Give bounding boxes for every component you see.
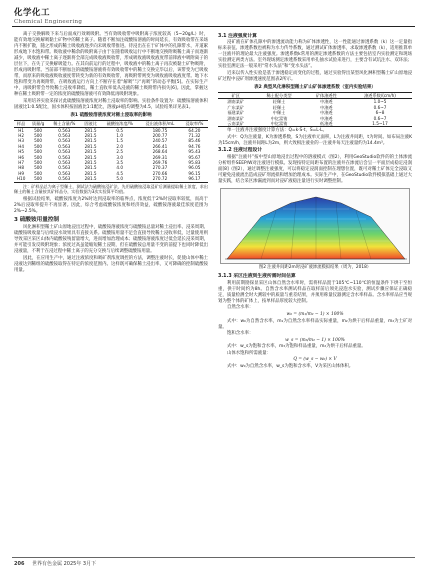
table1-row-cell: 281.5 — [84, 170, 97, 176]
table1-row-cell: H4 — [18, 143, 25, 149]
right-column — [218, 32, 412, 370]
table1-row-cell: 500 — [34, 138, 43, 144]
table1-row-cell: 95.83 — [188, 160, 201, 165]
table2-header: 矿体渗透性 — [305, 92, 348, 98]
journal-subtitle: Chemical Engineering — [14, 19, 83, 25]
section-3-heading: 3 硫酸铵用量控制 — [14, 216, 59, 223]
right-paragraph-1: 浸矿液在矿体孔隙中的渗透流动能力称为矿体渗透性，这一性能通过渗透系数（k）这一定量指标来表征。渗透系数也被称为水力传导系数，通过测试矿体渗透率，求取渗透系数（k），适用推算单一注液井的理论最大注液强度。渗透系数k常用的测定渗透系数的方法主要包括室内实验测定和现场实验测定两类方法。室外现场测定渗透系数采用单孔抽水试验来进行，主要含有试坑注水、双环法；实验室测定法一般采用“常水头法”和“变水头法”。 — [218, 40, 412, 70]
table1-row-cell: 240.57 — [152, 138, 168, 144]
table1-note: 注：矿样品总为离子型稀土，测试法为硫酸铵浸矿法，先用硫酸铵浸取浸矿后测量提取稀土浓度，求出稀土的稀土含量按其矿样品分，实验数据为3次实验算平均值。 — [14, 183, 208, 195]
formula-3-description: 式中：w₀为自然含水率，w_s为饱和含水率，V为采区山体体积。 — [227, 363, 354, 369]
left-paragraph-4: 风化淋积型稀土矿山原地浸出过程中，硫酸铵溶液浓度与硫酸铵总量对稀土浸出率、浸采周期、硫酸铵吸收量与后续浸水效果具有直接关系。硫酸铵用量不足会直接导致稀土浸收率低，过量使用则导致采区采区山体内硫酸铵残留量增大，进而增加治理成本；硫酸铵溶液浓度过低会延长浸采周期，并可能引发反吸附现象；浓度过高虽能缩短稀土浸期，但在硫酸铵总用量不变的前提下也同时降低出浸液量，不利于在浸过程中稀土离子的充分交换与后续调整硫酸铵用量。 — [14, 224, 208, 255]
table1-row-cell: 180.75 — [152, 127, 168, 133]
table1-row-cell: 1.5 — [116, 138, 124, 144]
table1-row-cell: 0.563 — [58, 165, 71, 171]
table1-row-cell: 4.0 — [116, 165, 124, 171]
right-paragraph-4: 式中：Q为注液量，K为渗透系数，S为注液单元面积，L为注液井间距，t为时间。如布局注液K为15cm/h，注液井间距L为2m，则大致相注液业的一注液井每天注液量约为14.4m³。 — [218, 134, 412, 146]
table1-row-cell: 96.17 — [181, 176, 208, 182]
table1-row-cell: 281.5 — [84, 127, 97, 133]
table1-row-cell: 95.67 — [188, 154, 201, 160]
left-paragraph-2: 采用培养实验采探讨此硫酸铵溶液浓度对稀土浸取率的影响。实验条件设置为：硫酸铵溶液体积固液比1:0.5配比，固水体积按固液比1:1配比，溶液pH值均调整为4.5，试验结果详见表1。 — [14, 99, 208, 111]
table1-row-cell: H3 — [18, 138, 25, 144]
table1-row-cell: 500 — [34, 154, 43, 160]
table2-row-cell: 1.5~17 — [348, 121, 412, 127]
table1-row-cell: 500 — [34, 127, 43, 133]
table1-header: 浸取率/% — [181, 121, 208, 127]
table1-row — [14, 176, 208, 182]
table2-header: 渗透系数/(cm/h) — [348, 92, 412, 98]
table2-row-cell: 1.0~5 — [373, 99, 387, 105]
table2-header: 矿区 — [218, 92, 253, 98]
table2-header: 稀土配分类型 — [253, 92, 304, 98]
right-paragraph-6: 利用前期勘探显采区山体自然含水率时，需将样品置于105℃~110℃的恒温条件下烘干至恒重，供干时间约为8h。自然含水率测试样品在取样前后须先浸泡水实验，测试步骤应保证正确稳定，质量检测全时大测较中的质量与重差结果，并须用称量仪器测定含水率样品。含水率样品应当规划为整个体的矿体上，按单样品厚度较大控制。 — [218, 280, 412, 304]
table2-row-cell: 中钇富铕 — [270, 115, 288, 121]
footer-divider — [12, 557, 415, 558]
table1-row-cell: 269.31 — [152, 154, 168, 160]
table1-row-cell: 269.76 — [152, 160, 168, 165]
right-paragraph-3: 单一注液井注液强度计算方法：Q=k·S·t，S=L·L。 — [227, 128, 327, 134]
table1-header: 硫酸铵浓度/% — [101, 121, 140, 127]
table1-row-cell: 0.563 — [58, 143, 71, 149]
table1-row-cell: 94.76 — [188, 143, 201, 149]
table1-row-cell: 2.0 — [116, 143, 124, 149]
table1-row-cell: 500 — [34, 170, 43, 176]
section-3-1-2-heading: 3.1.2 注液过程设计 — [218, 148, 263, 154]
table1-row-cell: 281.5 — [84, 165, 97, 171]
table1-row-cell: 0.563 — [58, 170, 71, 176]
section-3-1-3-heading: 3.1.3 采区注液到生液所需时间估算 — [218, 274, 296, 280]
formula-2-label: 饱和含水率： — [227, 331, 254, 337]
table2-row-cell: 湖南某矿 — [227, 115, 245, 121]
table1-row-cell: 281.5 — [81, 176, 101, 182]
table1-row-cell: 96.05 — [188, 165, 201, 171]
formula-2-description: 式中：w_s为饱和含水率，m₃为饱和样品重量，m₂为烘干后样品重量。 — [227, 344, 366, 350]
table1-row-cell: 96.15 — [188, 170, 201, 176]
table1-row-cell: 0.563 — [48, 176, 81, 182]
table1-row-cell: 85.46 — [188, 138, 201, 144]
table1-row-cell: 500 — [34, 160, 43, 165]
table2-row-cell: 0.6~7 — [373, 115, 387, 121]
table2-row-cell: 中渗透 — [320, 104, 333, 110]
table1-row-cell: 0.5 — [116, 127, 124, 133]
table1-row-cell: 281.5 — [84, 132, 97, 138]
table2-row-cell: 中钇富铕 — [253, 121, 304, 127]
table1-row-cell: H10 — [14, 176, 28, 182]
table1-row-cell: 270.72 — [139, 176, 181, 182]
table1-row-cell: H5 — [18, 149, 25, 155]
header-divider — [12, 26, 415, 27]
table2-row-cell: 广东某矿 — [227, 104, 245, 110]
table1-row-cell: 95.43 — [188, 149, 201, 155]
table1-row-cell: 270.66 — [152, 170, 168, 176]
formula-1: w₀ = (m₁/m₂ − 1) × 100% — [286, 311, 344, 317]
formula-3-label: 山体水饱和所需液量： — [227, 350, 271, 356]
page-number: 206 — [14, 561, 25, 567]
formula-2: w_s = (m₃/m₂ − 1) × 100% — [285, 337, 345, 343]
table2-row-cell: 6~8 — [375, 110, 385, 116]
table1-row-cell: 71.32 — [188, 132, 201, 138]
table1-row-cell: 0.563 — [58, 149, 71, 155]
table2-row-cell: 湖南某矿 — [227, 99, 245, 105]
table1-row-cell: 500 — [34, 149, 43, 155]
right-paragraph-2: 近来以传入性实验是基于渗透稳定而变化的过程，通过实验得出某型风化淋积型稀土矿山原地浸矿过程中浸矿剂渗透速度范围表2所示。 — [218, 70, 412, 82]
table1-row-cell: 3.0 — [116, 154, 124, 160]
table1-row-cell: H8 — [18, 165, 25, 171]
table2-row-cell: 福建某矿 — [227, 110, 245, 116]
table1-row-cell: 281.5 — [84, 149, 97, 155]
table1-row-cell: 5.0 — [101, 176, 140, 182]
left-paragraph-3: 根据试验结果，硫酸铵浓度为2%时达到浸取率的临界点，浓度低于2%时浸取率较低，而高于2%后浸取率提升不再显著。因此，综合考虑硫酸铵浓度和经济效益，硫酸铵溶液最佳浓度范围为2%~2.5%。 — [14, 196, 208, 214]
table1-row-cell: 0.563 — [58, 160, 71, 165]
journal-title: 化学化工 — [14, 8, 51, 18]
table1-row-cell: 270.37 — [152, 165, 168, 171]
seepage-simulation-image — [221, 189, 410, 264]
table1-row-cell: 281.5 — [84, 138, 97, 144]
table2-row-cell: 云南某矿 — [218, 121, 253, 127]
table1-row-cell: 500 — [28, 176, 48, 182]
page-footer — [14, 560, 96, 567]
table1-row-cell: H6 — [18, 154, 25, 160]
formula-3: Q = (w_s − w₀) × V — [293, 357, 337, 363]
table2-row-cell: 轻稀土 — [272, 99, 286, 105]
table1-row-cell: 0.563 — [58, 138, 71, 144]
section-3-1-heading: 3.1 注液强度计算 — [218, 33, 257, 39]
table2-row-cell: 中渗透 — [320, 115, 333, 121]
table1-title: 表1 硫酸铵溶液浓度对稀土浸取率的影响 — [70, 113, 152, 119]
table1-row-cell: 281.5 — [84, 160, 97, 165]
table1-row-cell: 0.563 — [58, 132, 71, 138]
table1-row-cell: 4.5 — [116, 170, 124, 176]
left-paragraph-1: 离子交换解吸下来与后面成行效吸吸附。当有效吸收带中吸附离子浓度较高（5~20g/L）时，能有效地交换解吸黏土矿物中的稀土离子。随着不断加注硫酸铵溶液的时间延长，有效吸收带在采场内不断扩散，随之形成的稀土吸收液逐步向未吸收带推进。待浸出在在于矿体中的孔隙带水，开道累形成地下水饱和带。吸收液中稀余的吸附离子由于在随着吸收运行中不断地交换附吸稀土离子而逐渐减少，吸收液中稀土离子逐渐将全部完成吸收液吸收带，形成吸收液吸收液度带前锋液中吸附离子的层位下，在失了交换解吸能力。在其向前运行的过程中，吸收液中的稀土离子再次被黏土矿物吸附，形成再吸附带。当前部不断加注的硫酸铵溶液将有效吸收带中的稀土交换完毕以后，该带变为已吸收带，而原来的吸收液吸收液度带转变为新的有效吸收带，再吸附带则变为吸收液吸收液度带。地下水饱和带变为再吸附带，在吸收液运行方向上不断存在着“解吸”与“再吸”的动态平衡[5]。在实际生产中，再吸附带会导致稀土浸收率降低，稀土直收率低从浸液的稀土吸附带内损失[6]。因此，掌握这种在稀土吸附带一定的浓度的硫酸铵溶液可有效降低再吸附现象。 — [14, 32, 208, 98]
table1-row-cell: 500 — [34, 132, 43, 138]
table2-row — [218, 121, 412, 127]
formula-1-description: 式中：w₀为自然含水率，m₁为自然含水率样品实际重量，m₂为烘干后样品重量，m₂为土矿对量。 — [218, 318, 412, 330]
table1-row-cell: 0.563 — [58, 127, 71, 133]
table1-row-cell: 3.5 — [116, 160, 124, 165]
table2-row-cell: 中渗透 — [320, 99, 333, 105]
table2 — [218, 92, 412, 127]
table1-row-cell: 281.5 — [84, 143, 97, 149]
table2-row-cell: 中渗透 — [320, 110, 333, 116]
table1-row-cell: 500 — [34, 143, 43, 149]
table1-row-cell: H9 — [18, 170, 25, 176]
formula-1-label: 自然含水率： — [227, 305, 254, 311]
seepage-simulation-figure — [220, 188, 410, 264]
table1-header: 稀土含量/% — [48, 121, 81, 127]
table1-header: 质量/g — [28, 121, 48, 127]
table1-header: 浸出液体积/mL — [139, 121, 181, 127]
left-paragraph-5: 因此，在应用生产中，通过注液浓度和吸矿剂浓度调控的方法，调整注液时长，促使山体中稀土浸液达到稀组的硫酸铵取得在特定的浓度范围内。这样既可确保稀土浸出率，又可降确的控制硫酸铵用量。 — [14, 255, 208, 273]
table1-row-cell: 281.5 — [84, 154, 97, 160]
left-column — [14, 32, 208, 274]
table1 — [14, 120, 208, 182]
table2-title: 表2 典型风化淋积型稀土矿山矿体渗透系数（室内实验结果） — [254, 84, 376, 90]
table2-row-cell: 0.6~7 — [373, 104, 387, 110]
table2-row-cell: 中稀土 — [272, 110, 286, 116]
table1-row-cell: 500 — [34, 165, 43, 171]
table1-row-cell: H1 — [18, 127, 25, 133]
table1-row-cell: 266.41 — [152, 143, 168, 149]
table2-row-cell: 轻稀土 — [272, 104, 286, 110]
table1-row-cell: 2.5 — [116, 149, 124, 155]
table1-row-cell: 200.77 — [152, 132, 168, 138]
table2-row-cell: 低渗透 — [305, 121, 348, 127]
table1-body — [14, 127, 208, 182]
table1-row-cell: 268.64 — [152, 149, 168, 155]
table1-row-cell: H7 — [18, 160, 25, 165]
table1-row-cell: H2 — [18, 132, 25, 138]
issue-label: 世界有色金属 2025年 3月下 — [32, 561, 97, 567]
table1-header: 样品 — [14, 121, 28, 127]
right-paragraph-5: 根据“注液井”按中型山原地浸出过程中的溶液模式（图2），利用GeoStudio软件的的土体渗流分析组件SEEP/W对注液进行模拟。发现按特定间距布置的注液井在渗流后会呈一平面层成稳定浸润面[8]（图2），通过调整注液强度，可以将稳定浸润面控制在理想位置，既可对稀土矿体完全浸取又可避免浸液流出造成浸矿剂流损和增加治理成本。实际生产中，在GeoStudio软件模拟基础上通过大量实践，结合采区渗漏流到而对浸矿液稳注量进行实时调整控制。 — [218, 154, 413, 185]
journal-header — [14, 6, 82, 25]
table1-header: 固液比 — [81, 121, 101, 127]
table1-row-cell: 0.563 — [58, 154, 71, 160]
figure-2-caption: 图2 注液井间距2m时浸矿液渗流模拟结果（周为，2018） — [258, 265, 372, 271]
table1-row-cell: 1.0 — [116, 132, 124, 138]
table1-row-cell: 64.20 — [188, 127, 201, 133]
table2-body — [218, 99, 412, 127]
